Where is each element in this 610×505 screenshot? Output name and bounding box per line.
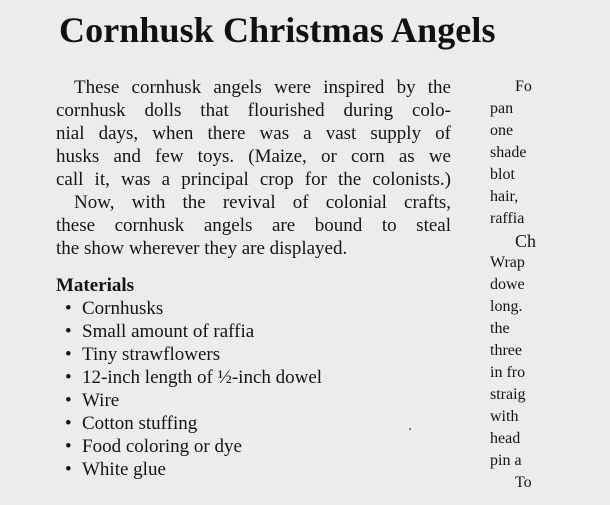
text-line: call it, was a principal crop for the colonists.) [56, 169, 451, 190]
list-item [65, 458, 451, 481]
list-item-text: Cornhusks [82, 298, 164, 319]
bullet: • [65, 436, 72, 457]
text-line: blot [490, 166, 515, 183]
list-item-text: Wire [82, 390, 120, 411]
list-item [65, 435, 451, 458]
list-item-text: Cotton stuffing [82, 413, 198, 434]
text-line: with [490, 408, 519, 425]
list-item-text: Food coloring or dye [82, 436, 242, 457]
text-line: long. [490, 298, 523, 315]
intro-paragraph-1 [56, 76, 451, 191]
text-line: dowe [490, 276, 525, 293]
text-line: cornhusk dolls that flourished during colo- [56, 100, 451, 121]
text-line: hair, [490, 188, 519, 205]
list-item [65, 412, 451, 435]
intro-paragraph-2 [56, 191, 451, 260]
text-line: These cornhusk angels were inspired by the [74, 77, 451, 98]
bullet: • [65, 344, 72, 365]
list-item [65, 343, 451, 366]
list-item-text: 12-inch length of ½-inch dowel [82, 367, 323, 388]
text-line: husks and few toys. (Maize, or corn as we [56, 146, 451, 167]
page-title: Cornhusk Christmas Angels [59, 10, 496, 50]
right-column-cropped [490, 76, 610, 494]
text-line: To [515, 474, 532, 491]
bullet: • [65, 459, 72, 480]
materials-heading: Materials [56, 275, 135, 296]
bullet: • [65, 390, 72, 411]
list-item-text: Small amount of raffia [82, 321, 255, 342]
text-line: pan [490, 100, 514, 117]
text-line: Wrap [490, 254, 525, 271]
list-item-text: White glue [82, 459, 166, 480]
materials-list [56, 297, 451, 481]
text-line: Fo [515, 78, 532, 95]
text-line: three [490, 342, 522, 359]
text-line: straig [490, 386, 526, 403]
bullet: • [65, 298, 72, 319]
text-line: shade [490, 144, 527, 161]
left-column [56, 76, 451, 481]
text-line: one [490, 122, 514, 139]
list-item-text: Tiny strawflowers [82, 344, 221, 365]
text-line: these cornhusk angels are bound to steal [56, 215, 451, 236]
list-item [65, 297, 451, 320]
list-item [65, 366, 451, 389]
bullet: • [65, 321, 72, 342]
bullet: • [65, 367, 72, 388]
text-line: Now, with the revival of colonial crafts, [74, 192, 451, 213]
text-line: pin a [490, 452, 522, 469]
text-line: raffia [490, 210, 525, 227]
text-line: in fro [490, 364, 526, 381]
text-line: head [490, 430, 521, 447]
text-line: Ch [515, 231, 537, 251]
text-line: the show wherever they are displayed. [56, 238, 348, 259]
bullet: • [65, 413, 72, 434]
print-speck [409, 428, 411, 430]
list-item [65, 389, 451, 412]
text-line: the [490, 320, 510, 337]
list-item [65, 320, 451, 343]
text-line: nial days, when there was a vast supply of [56, 123, 451, 144]
